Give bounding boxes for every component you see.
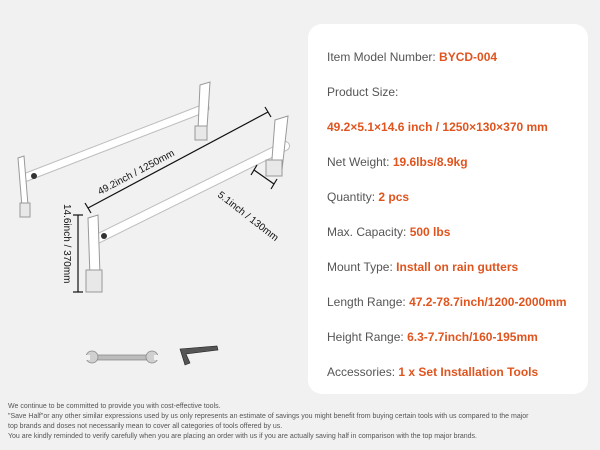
height-dimension [61,204,83,292]
disclaimer [8,402,596,442]
wrench-icon [84,351,160,363]
spec-value: BYCD-004 [439,50,498,64]
height-label: 14.6inch / 370mm [61,204,72,284]
spec-label: Net Weight: [327,155,390,169]
disclaimer-line: top brands and doses not necessarily mean to cover all categories of tools offered by us. [8,423,283,430]
spec-card [308,24,588,394]
length-label: 49.2inch / 1250mm [96,148,177,198]
spec-value: 6.3-7.7inch/160-195mm [407,330,538,344]
width-label: 5.1inch / 130mm [215,189,281,244]
hex-key-icon [180,346,218,365]
spec-label: Height Range: [327,330,404,344]
spec-value: 1 x Set Installation Tools [398,365,539,379]
spec-height-range [327,330,538,344]
spec-label: Quantity: [327,190,376,204]
disclaimer-line: We continue to be committed to provide you with cost-effective tools. [8,403,221,410]
spec-mount-type [327,260,518,274]
spec-max-capacity [327,225,450,239]
spec-net-weight [327,155,468,169]
spec-product-size-label [327,85,398,99]
disclaimer-line: "Save Half"or any other similar expressions used by us only represents an estimate of savings you might benefit from buying certain tools with us compared to the major [8,413,529,420]
product-image [0,0,310,400]
spec-label: Accessories: [327,365,396,379]
spec-value: Install on rain gutters [396,260,519,274]
spec-label: Product Size: [327,85,399,99]
spec-label: Item Model Number: [327,50,436,64]
spec-model-number [327,50,497,64]
spec-label: Mount Type: [327,260,393,274]
spec-accessories [327,365,538,379]
ladder-rack-illustration [0,0,310,400]
spec-value: 500 lbs [409,225,451,239]
disclaimer-line: You are kindly reminded to verify carefully when you are placing an order with us if you are actually saving half in comparison with the top major brands. [8,433,477,440]
spec-value: 49.2×5.1×14.6 inch / 1250×130×370 mm [327,120,548,134]
spec-length-range [327,295,567,309]
spec-label: Length Range: [327,295,406,309]
spec-label: Max. Capacity: [327,225,407,239]
spec-product-size-value [327,120,548,134]
spec-value: 2 pcs [378,190,410,204]
spec-value: 47.2-78.7inch/1200-2000mm [409,295,567,309]
spec-value: 19.6lbs/8.9kg [392,155,468,169]
spec-quantity [327,190,409,204]
